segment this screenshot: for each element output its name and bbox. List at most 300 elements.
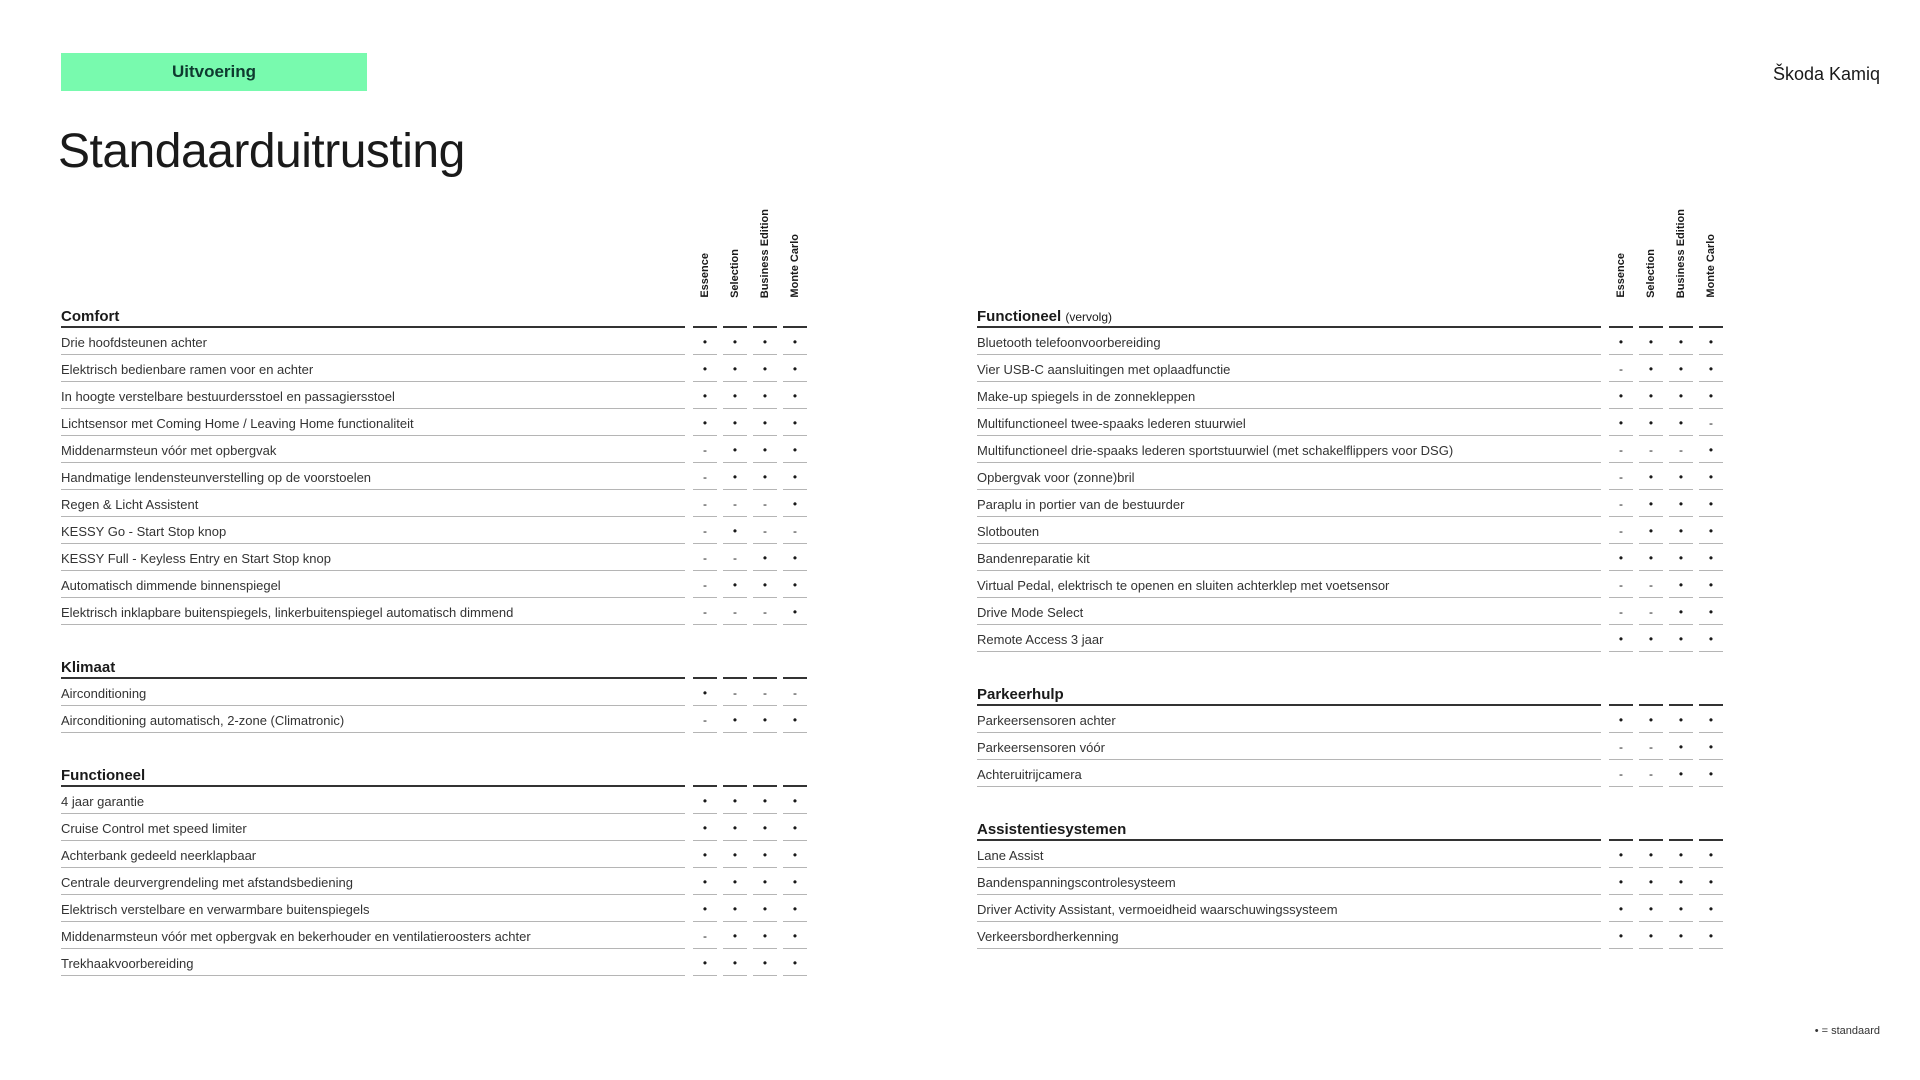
standard-dot-icon: • <box>1678 469 1684 484</box>
standard-dot-icon: • <box>762 820 768 835</box>
availability-marks <box>691 571 811 598</box>
standard-dot-icon: • <box>762 874 768 889</box>
availability-cell <box>691 706 721 733</box>
availability-cell <box>1697 868 1727 895</box>
not-available-dash: - <box>733 496 737 511</box>
standard-dot-icon: • <box>1648 334 1654 349</box>
standard-dot-icon: • <box>702 901 708 916</box>
standard-dot-icon: • <box>1648 901 1654 916</box>
standard-dot-icon: • <box>1678 496 1684 511</box>
availability-cell <box>691 787 721 814</box>
availability-cell <box>1667 544 1697 571</box>
standard-dot-icon: • <box>762 928 768 943</box>
standard-dot-icon: • <box>1618 712 1624 727</box>
availability-cell <box>1667 436 1697 463</box>
availability-cell <box>781 355 811 382</box>
availability-cell <box>1667 517 1697 544</box>
table-row <box>977 706 1727 733</box>
standard-dot-icon: • <box>792 577 798 592</box>
availability-marks <box>1607 733 1727 760</box>
not-available-dash: - <box>1619 361 1623 376</box>
standard-dot-icon: • <box>732 874 738 889</box>
equipment-column-right <box>977 200 1727 973</box>
table-row <box>61 571 811 598</box>
table-row <box>977 409 1727 436</box>
standard-dot-icon: • <box>732 820 738 835</box>
variant-header <box>977 200 1727 298</box>
availability-marks <box>691 328 811 355</box>
availability-cell <box>1607 868 1637 895</box>
feature-label: Multifunctioneel drie-spaaks lederen sportstuurwiel (met schakelflippers voor DSG) <box>977 436 1601 463</box>
table-row <box>977 436 1727 463</box>
section-title <box>977 308 1112 325</box>
availability-cell <box>1697 625 1727 652</box>
section-title-text: Klimaat <box>61 659 116 676</box>
availability-cell <box>1667 706 1697 733</box>
table-row <box>977 463 1727 490</box>
availability-marks <box>691 382 811 409</box>
availability-cell <box>691 895 721 922</box>
standard-dot-icon: • <box>732 928 738 943</box>
availability-cell <box>751 895 781 922</box>
not-available-dash: - <box>1649 766 1653 781</box>
feature-label: Automatisch dimmende binnenspiegel <box>61 571 685 598</box>
section-header <box>61 298 811 328</box>
variant-header-cell <box>1697 200 1727 298</box>
variant-header-cell <box>1607 200 1637 298</box>
standard-dot-icon: • <box>1678 388 1684 403</box>
not-available-dash: - <box>1649 442 1653 457</box>
availability-cell <box>1607 328 1637 355</box>
standard-dot-icon: • <box>702 955 708 970</box>
standard-dot-icon: • <box>1618 928 1624 943</box>
availability-cell <box>721 706 751 733</box>
feature-label: Vier USB-C aansluitingen met oplaadfunctie <box>977 355 1601 382</box>
availability-cell <box>691 436 721 463</box>
standard-dot-icon: • <box>792 469 798 484</box>
variant-header-cell <box>691 200 721 298</box>
brand-name: Škoda Kamiq <box>1772 64 1880 84</box>
feature-label: Elektrisch inklapbare buitenspiegels, linkerbuitenspiegel automatisch dimmend <box>61 598 685 625</box>
section-title-text: Functioneel <box>61 767 146 784</box>
not-available-dash: - <box>703 550 707 565</box>
availability-cell <box>1607 463 1637 490</box>
standard-dot-icon: • <box>732 847 738 862</box>
standard-dot-icon: • <box>1648 874 1654 889</box>
not-available-dash: - <box>1649 577 1653 592</box>
table-row <box>977 355 1727 382</box>
standard-dot-icon: • <box>732 523 738 538</box>
availability-cell <box>781 598 811 625</box>
availability-cell <box>1607 355 1637 382</box>
standard-dot-icon: • <box>792 793 798 808</box>
table-row <box>61 895 811 922</box>
standard-dot-icon: • <box>1708 739 1714 754</box>
availability-cell <box>781 706 811 733</box>
availability-cell <box>1667 490 1697 517</box>
not-available-dash: - <box>1619 766 1623 781</box>
availability-cell <box>781 922 811 949</box>
equipment-section <box>61 649 811 733</box>
availability-cell <box>1607 598 1637 625</box>
standard-dot-icon: • <box>732 442 738 457</box>
availability-cell <box>751 355 781 382</box>
availability-marks <box>1607 409 1727 436</box>
availability-cell <box>1697 328 1727 355</box>
availability-cell <box>691 841 721 868</box>
availability-cell <box>751 517 781 544</box>
availability-cell <box>721 571 751 598</box>
availability-cell <box>781 949 811 976</box>
not-available-dash: - <box>703 604 707 619</box>
availability-cell <box>751 922 781 949</box>
standard-dot-icon: • <box>1648 388 1654 403</box>
availability-cell <box>1667 922 1697 949</box>
availability-cell <box>721 895 751 922</box>
availability-cell <box>751 949 781 976</box>
availability-cell <box>721 814 751 841</box>
standard-dot-icon: • <box>1708 334 1714 349</box>
availability-cell <box>751 490 781 517</box>
standard-dot-icon: • <box>762 577 768 592</box>
availability-marks <box>1607 841 1727 868</box>
standard-dot-icon: • <box>1648 550 1654 565</box>
standard-dot-icon: • <box>732 334 738 349</box>
availability-cell <box>721 463 751 490</box>
standard-dot-icon: • <box>1708 631 1714 646</box>
standard-dot-icon: • <box>1678 550 1684 565</box>
table-row <box>61 706 811 733</box>
availability-cell <box>1637 409 1667 436</box>
not-available-dash: - <box>703 442 707 457</box>
not-available-dash: - <box>733 550 737 565</box>
variant-header-cell <box>1667 200 1697 298</box>
not-available-dash: - <box>733 685 737 700</box>
standard-dot-icon: • <box>1678 604 1684 619</box>
standard-dot-icon: • <box>702 415 708 430</box>
feature-label: Multifunctioneel twee-spaaks lederen stuurwiel <box>977 409 1601 436</box>
standard-dot-icon: • <box>1708 361 1714 376</box>
availability-cell <box>751 787 781 814</box>
feature-label: Drie hoofdsteunen achter <box>61 328 685 355</box>
standard-dot-icon: • <box>792 496 798 511</box>
availability-cell <box>1667 571 1697 598</box>
availability-marks <box>1607 706 1727 733</box>
not-available-dash: - <box>733 604 737 619</box>
availability-cell <box>691 949 721 976</box>
availability-cell <box>1637 868 1667 895</box>
availability-cell <box>1667 895 1697 922</box>
feature-label: Cruise Control met speed limiter <box>61 814 685 841</box>
availability-cell <box>1637 517 1667 544</box>
availability-cell <box>751 571 781 598</box>
availability-cell <box>1697 544 1727 571</box>
feature-label: Bandenreparatie kit <box>977 544 1601 571</box>
page-title: Standaarduitrusting <box>58 125 465 178</box>
standard-dot-icon: • <box>1708 496 1714 511</box>
availability-marks <box>1607 922 1727 949</box>
feature-label: Bluetooth telefoonvoorbereiding <box>977 328 1601 355</box>
variant-label: Business Edition <box>1675 208 1687 298</box>
table-row <box>61 328 811 355</box>
availability-cell <box>1637 436 1667 463</box>
table-row <box>61 409 811 436</box>
equipment-section <box>61 757 811 976</box>
availability-cell <box>1637 328 1667 355</box>
standard-dot-icon: • <box>762 901 768 916</box>
availability-cell <box>781 517 811 544</box>
availability-marks <box>691 409 811 436</box>
table-row <box>61 355 811 382</box>
availability-cell <box>1697 490 1727 517</box>
table-row <box>977 733 1727 760</box>
availability-cell <box>721 922 751 949</box>
availability-cell <box>721 679 751 706</box>
standard-dot-icon: • <box>1708 847 1714 862</box>
availability-cell <box>781 787 811 814</box>
availability-marks <box>1607 436 1727 463</box>
standard-dot-icon: • <box>1678 415 1684 430</box>
standard-dot-icon: • <box>1618 415 1624 430</box>
standard-dot-icon: • <box>1648 712 1654 727</box>
standard-dot-icon: • <box>1618 550 1624 565</box>
section-title <box>61 659 115 676</box>
section-header <box>977 676 1727 706</box>
availability-marks <box>691 679 811 706</box>
feature-label: Airconditioning <box>61 679 685 706</box>
feature-label: Trekhaakvoorbereiding <box>61 949 685 976</box>
not-available-dash: - <box>763 496 767 511</box>
availability-cell <box>691 355 721 382</box>
table-row <box>977 544 1727 571</box>
availability-cell <box>691 922 721 949</box>
not-available-dash: - <box>1619 496 1623 511</box>
standard-dot-icon: • <box>792 415 798 430</box>
standard-dot-icon: • <box>702 334 708 349</box>
availability-cell <box>1637 733 1667 760</box>
standard-dot-icon: • <box>702 361 708 376</box>
table-row <box>977 895 1727 922</box>
standard-dot-icon: • <box>792 901 798 916</box>
availability-cell <box>1637 706 1667 733</box>
standard-dot-icon: • <box>1678 631 1684 646</box>
availability-cell <box>691 409 721 436</box>
availability-marks <box>1607 382 1727 409</box>
table-row <box>977 490 1727 517</box>
availability-marks <box>1607 868 1727 895</box>
availability-cell <box>1607 706 1637 733</box>
variant-label: Essence <box>1615 253 1627 298</box>
feature-label: Drive Mode Select <box>977 598 1601 625</box>
table-row <box>61 949 811 976</box>
standard-dot-icon: • <box>1708 388 1714 403</box>
standard-dot-icon: • <box>1678 928 1684 943</box>
standard-dot-icon: • <box>1648 631 1654 646</box>
standard-dot-icon: • <box>732 793 738 808</box>
standard-dot-icon: • <box>1708 712 1714 727</box>
standard-dot-icon: • <box>1708 928 1714 943</box>
standard-dot-icon: • <box>1678 523 1684 538</box>
table-row <box>977 382 1727 409</box>
availability-cell <box>1697 733 1727 760</box>
availability-cell <box>781 409 811 436</box>
availability-cell <box>1697 382 1727 409</box>
availability-cell <box>721 544 751 571</box>
standard-dot-icon: • <box>792 604 798 619</box>
standard-dot-icon: • <box>732 361 738 376</box>
table-row <box>61 868 811 895</box>
availability-marks <box>1607 895 1727 922</box>
standard-dot-icon: • <box>792 388 798 403</box>
availability-cell <box>1667 760 1697 787</box>
availability-cell <box>1637 382 1667 409</box>
availability-cell <box>1637 895 1667 922</box>
standard-dot-icon: • <box>762 955 768 970</box>
legend: • = standaard <box>1814 1025 1880 1037</box>
standard-dot-icon: • <box>1708 442 1714 457</box>
standard-dot-icon: • <box>792 874 798 889</box>
availability-cell <box>1697 895 1727 922</box>
not-available-dash: - <box>703 469 707 484</box>
availability-marks <box>691 949 811 976</box>
availability-marks <box>1607 571 1727 598</box>
availability-marks <box>1607 490 1727 517</box>
availability-cell <box>721 868 751 895</box>
availability-cell <box>721 598 751 625</box>
standard-dot-icon: • <box>1678 901 1684 916</box>
availability-cell <box>751 544 781 571</box>
availability-cell <box>1667 463 1697 490</box>
availability-cell <box>721 382 751 409</box>
availability-cell <box>751 436 781 463</box>
variant-label: Monte Carlo <box>789 234 801 298</box>
availability-cell <box>1667 868 1697 895</box>
table-row <box>61 679 811 706</box>
availability-marks <box>1607 355 1727 382</box>
standard-dot-icon: • <box>762 388 768 403</box>
standard-dot-icon: • <box>792 820 798 835</box>
availability-cell <box>1607 409 1637 436</box>
table-row <box>61 814 811 841</box>
availability-marks <box>691 841 811 868</box>
availability-cell <box>1697 760 1727 787</box>
variant-header-cell <box>781 200 811 298</box>
availability-marks <box>691 706 811 733</box>
not-available-dash: - <box>763 604 767 619</box>
not-available-dash: - <box>703 712 707 727</box>
section-title-text: Assistentiesystemen <box>977 821 1127 838</box>
standard-dot-icon: • <box>732 415 738 430</box>
equipment-section <box>61 298 811 625</box>
table-row <box>977 571 1727 598</box>
standard-dot-icon: • <box>762 334 768 349</box>
availability-cell <box>691 679 721 706</box>
standard-dot-icon: • <box>762 415 768 430</box>
standard-dot-icon: • <box>702 793 708 808</box>
availability-cell <box>751 706 781 733</box>
table-row <box>61 463 811 490</box>
feature-label: KESSY Full - Keyless Entry en Start Stop knop <box>61 544 685 571</box>
availability-cell <box>721 787 751 814</box>
section-title <box>977 686 1064 703</box>
availability-cell <box>1637 598 1667 625</box>
standard-dot-icon: • <box>1708 901 1714 916</box>
standard-dot-icon: • <box>1648 847 1654 862</box>
availability-cell <box>781 679 811 706</box>
section-title-text: Parkeerhulp <box>977 686 1064 703</box>
not-available-dash: - <box>1619 442 1623 457</box>
availability-cell <box>1607 841 1637 868</box>
availability-cell <box>751 409 781 436</box>
table-row <box>61 436 811 463</box>
standard-dot-icon: • <box>1708 577 1714 592</box>
availability-cell <box>1607 895 1637 922</box>
standard-dot-icon: • <box>702 685 708 700</box>
standard-dot-icon: • <box>762 793 768 808</box>
availability-cell <box>691 814 721 841</box>
standard-dot-icon: • <box>1708 874 1714 889</box>
standard-dot-icon: • <box>792 550 798 565</box>
availability-marks <box>1607 598 1727 625</box>
availability-cell <box>1637 922 1667 949</box>
not-available-dash: - <box>1619 604 1623 619</box>
availability-marks <box>691 787 811 814</box>
availability-cell <box>1607 733 1637 760</box>
availability-cell <box>1697 517 1727 544</box>
availability-cell <box>1637 571 1667 598</box>
standard-dot-icon: • <box>792 955 798 970</box>
availability-cell <box>1637 355 1667 382</box>
standard-dot-icon: • <box>1648 469 1654 484</box>
section-header <box>61 649 811 679</box>
section-title-text: Comfort <box>61 308 120 325</box>
availability-cell <box>1667 328 1697 355</box>
table-row <box>977 625 1727 652</box>
standard-dot-icon: • <box>732 388 738 403</box>
standard-dot-icon: • <box>762 550 768 565</box>
variant-label: Monte Carlo <box>1705 234 1717 298</box>
standard-dot-icon: • <box>1678 334 1684 349</box>
availability-cell <box>1697 706 1727 733</box>
standard-dot-icon: • <box>732 469 738 484</box>
availability-marks <box>1607 544 1727 571</box>
availability-cell <box>1697 598 1727 625</box>
availability-cell <box>1667 409 1697 436</box>
standard-dot-icon: • <box>762 442 768 457</box>
standard-dot-icon: • <box>1618 334 1624 349</box>
not-available-dash: - <box>763 685 767 700</box>
not-available-dash: - <box>1619 523 1623 538</box>
feature-label: Elektrisch verstelbare en verwarmbare buitenspiegels <box>61 895 685 922</box>
standard-dot-icon: • <box>1678 712 1684 727</box>
variant-header-cell <box>1637 200 1667 298</box>
feature-label: Achteruitrijcamera <box>977 760 1601 787</box>
availability-cell <box>691 463 721 490</box>
not-available-dash: - <box>703 523 707 538</box>
availability-cell <box>1637 544 1667 571</box>
feature-label: Lane Assist <box>977 841 1601 868</box>
availability-cell <box>1607 544 1637 571</box>
not-available-dash: - <box>1649 739 1653 754</box>
not-available-dash: - <box>1619 469 1623 484</box>
section-title <box>61 767 145 784</box>
standard-dot-icon: • <box>1618 847 1624 862</box>
feature-label: Make-up spiegels in de zonnekleppen <box>977 382 1601 409</box>
availability-cell <box>1607 382 1637 409</box>
standard-dot-icon: • <box>1708 523 1714 538</box>
availability-cell <box>1667 355 1697 382</box>
table-row <box>61 382 811 409</box>
